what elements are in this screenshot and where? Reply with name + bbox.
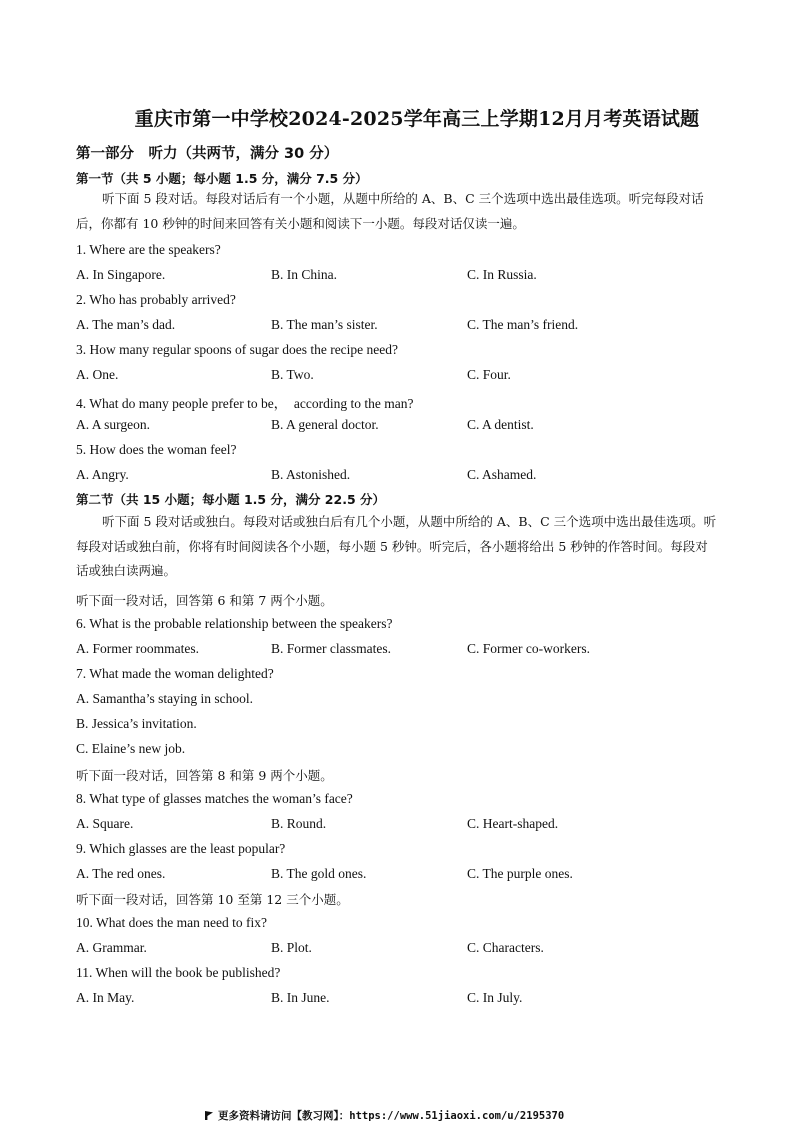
q8-option-c: C. Heart-shaped. (467, 816, 559, 831)
q4-option-c: C. A dentist. (467, 417, 534, 432)
q10-option-b: B. Plot. (271, 940, 312, 955)
q10-option-c: C. Characters. (467, 940, 544, 955)
q2-option-a: A. The man’s dad. (76, 317, 176, 332)
flag-icon (205, 1111, 213, 1120)
question-9: 9. Which glasses are the least popular? (76, 841, 286, 856)
listening-cue-3: 听下面一段对话，回答第 10 至第 12 三个小题。 (76, 892, 349, 907)
q11-option-b: B. In June. (271, 990, 330, 1005)
q6-option-c: C. Former co-workers. (467, 641, 590, 656)
q7-option-b: B. Jessica’s invitation. (76, 716, 197, 731)
q1-option-a: A. In Singapore. (76, 267, 166, 282)
q3-option-a: A. One. (76, 367, 119, 382)
question-3: 3. How many regular spoons of sugar does the recipe need? (76, 342, 399, 357)
q10-option-a: A. Grammar. (76, 940, 147, 955)
question-7: 7. What made the woman delighted? (76, 666, 274, 681)
q5-option-c: C. Ashamed. (467, 467, 537, 482)
section2-instructions: 听下面 5 段对话或独白。每段对话或独白后有几个小题，从题中所给的 A、B、C 三个选项中选出最佳选项。听每段对话或独白前，你将有时间阅读各个小题，每小题 5 秒钟。听完后，各小题将给出 5 秒钟的作答时间。每段对话或独白读两遍。 (76, 514, 717, 579)
footer-link[interactable] (205, 1108, 564, 1123)
q2-option-b: B. The man’s sister. (271, 317, 378, 332)
q3-option-b: B. Two. (271, 367, 314, 382)
question-6: 6. What is the probable relationship between the speakers? (76, 616, 393, 631)
q7-option-a: A. Samantha’s staying in school. (76, 691, 253, 706)
q6-option-a: A. Former roommates. (76, 641, 199, 656)
question-4: 4. What do many people prefer to be， according to the man? (76, 396, 414, 411)
section1-heading: 第一节（共 5 小题；每小题 1.5 分，满分 7.5 分） (76, 171, 368, 186)
question-2: 2. Who has probably arrived? (76, 292, 236, 307)
q11-option-c: C. In July. (467, 990, 523, 1005)
q6-option-b: B. Former classmates. (271, 641, 391, 656)
q9-option-c: C. The purple ones. (467, 866, 573, 881)
q4-option-b: B. A general doctor. (271, 417, 379, 432)
q4-option-a: A. A surgeon. (76, 417, 151, 432)
question-8: 8. What type of glasses matches the woman’s face? (76, 791, 353, 806)
q2-option-c: C. The man’s friend. (467, 317, 579, 332)
q5-option-b: B. Astonished. (271, 467, 351, 482)
listening-cue-2: 听下面一段对话，回答第 8 和第 9 两个小题。 (76, 768, 333, 783)
question-1: 1. Where are the speakers? (76, 242, 221, 257)
part1-heading: 第一部分 听力（共两节，满分 30 分） (76, 146, 339, 162)
footer-text[interactable]: 更多资料请访问【教习网】：https://www.51jiaoxi.com/u/2195370 (218, 1110, 565, 1122)
q5-option-a: A. Angry. (76, 467, 129, 482)
q8-option-b: B. Round. (271, 816, 327, 831)
q1-option-c: C. In Russia. (467, 267, 537, 282)
question-5: 5. How does the woman feel? (76, 442, 237, 457)
q9-option-b: B. The gold ones. (271, 866, 367, 881)
q1-option-b: B. In China. (271, 267, 337, 282)
section2-heading: 第二节（共 15 小题；每小题 1.5 分，满分 22.5 分） (76, 492, 385, 507)
q8-option-a: A. Square. (76, 816, 134, 831)
listening-cue-1: 听下面一段对话，回答第 6 和第 7 两个小题。 (76, 593, 333, 608)
q3-option-c: C. Four. (467, 367, 511, 382)
question-11: 11. When will the book be published? (76, 965, 281, 980)
q11-option-a: A. In May. (76, 990, 135, 1005)
section1-instructions: 听下面 5 段对话。每段对话后有一个小题，从题中所给的 A、B、C 三个选项中选出最佳选项。听完每段对话后，你都有 10 秒钟的时间来回答有关小题和阅读下一小题。每段对话仅读一遍。 (76, 191, 704, 231)
q9-option-a: A. The red ones. (76, 866, 166, 881)
question-10: 10. What does the man need to fix? (76, 915, 267, 930)
page-title: 重庆市第一中学校2024-2025学年高三上学期12月月考英语试题 (134, 108, 700, 130)
q7-option-c: C. Elaine’s new job. (76, 741, 186, 756)
